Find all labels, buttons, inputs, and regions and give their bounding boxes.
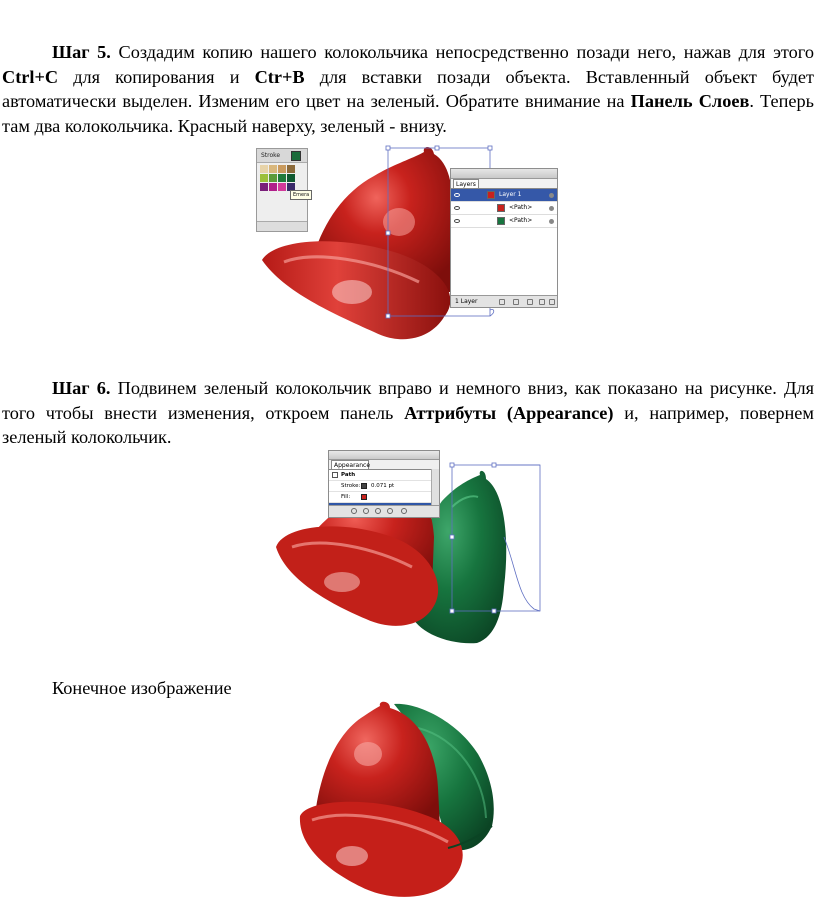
target-icon[interactable]: [549, 193, 554, 198]
stroke-value: 0.071 pt: [371, 483, 395, 489]
bell-illustration-final: [268, 698, 544, 904]
layers-list: [451, 188, 557, 295]
clear-appearance-icon[interactable]: [363, 508, 369, 514]
appearance-tab[interactable]: Appearance: [331, 460, 369, 469]
stroke-swatch-icon: [361, 483, 367, 489]
step5-key-paste: Ctr+B: [254, 66, 305, 87]
layer-thumbnail: [487, 191, 495, 199]
color-swatch[interactable]: [287, 174, 295, 182]
step5-text-2: для копирования и: [58, 66, 255, 87]
layers-panel[interactable]: [450, 168, 558, 308]
stroke-swatch[interactable]: [291, 151, 301, 161]
swatch-grid: [260, 165, 295, 191]
color-swatch[interactable]: [260, 183, 268, 191]
path-row-red[interactable]: [451, 202, 557, 215]
appearance-panel[interactable]: [328, 450, 440, 518]
layers-tab[interactable]: Layers: [453, 179, 479, 188]
swatches-footer: [257, 221, 307, 231]
clipping-mask-icon[interactable]: [513, 299, 519, 305]
path-thumbnail-red: [497, 204, 505, 212]
final-image-caption: Конечное изображение: [52, 678, 232, 698]
step5-text-3: для вставки позади объекта. Вставленный объект будет автоматически выделен. Изменим его цвет на зеленый. Обратите внимание на: [2, 66, 814, 111]
path-row-green[interactable]: [451, 215, 557, 228]
trash-icon[interactable]: [401, 508, 407, 514]
appearance-titlebar[interactable]: [329, 451, 439, 460]
swatch-tooltip: Emera: [290, 190, 312, 200]
layers-titlebar[interactable]: [451, 169, 557, 179]
fill-label: Fill:: [341, 494, 351, 500]
eye-icon[interactable]: [454, 219, 460, 223]
target-icon[interactable]: [549, 219, 554, 224]
layer-row[interactable]: [451, 189, 557, 202]
color-swatch[interactable]: [269, 183, 277, 191]
path-thumbnail-green: [497, 217, 505, 225]
appearance-path-row[interactable]: [329, 470, 431, 481]
swatches-stroke-tab[interactable]: Stroke: [261, 152, 281, 159]
color-swatch[interactable]: [278, 183, 286, 191]
step5-text-4: . Теперь там два колокольчика. Красный наверху, зеленый - внизу.: [2, 91, 815, 136]
eye-icon[interactable]: [454, 206, 460, 210]
color-swatch[interactable]: [260, 174, 268, 182]
step5-key-copy: Ctrl+C: [2, 66, 59, 87]
target-icon[interactable]: [549, 206, 554, 211]
duplicate-item-icon[interactable]: [387, 508, 393, 514]
step6-label: Шаг 6.: [52, 378, 111, 398]
reduce-basic-icon[interactable]: [375, 508, 381, 514]
locate-object-icon[interactable]: [499, 299, 505, 305]
color-swatch[interactable]: [260, 165, 268, 173]
color-swatch[interactable]: [287, 165, 295, 173]
figure-final: [268, 698, 544, 904]
path-label: Path: [341, 472, 356, 478]
new-layer-icon[interactable]: [539, 299, 545, 305]
color-swatch[interactable]: [278, 165, 286, 173]
appearance-scrollbar[interactable]: [431, 469, 439, 506]
step5-text-1: Создадим копию нашего колокольчика непосредственно позади него, нажав для этого: [110, 42, 814, 62]
appearance-stroke-row[interactable]: [329, 481, 431, 492]
step6-paragraph: [2, 376, 814, 450]
stroke-label: Stroke:: [341, 483, 361, 489]
step5-paragraph: [2, 40, 814, 138]
appearance-footer: [329, 505, 439, 517]
trash-icon[interactable]: [549, 299, 555, 305]
new-art-basic-icon[interactable]: [351, 508, 357, 514]
figure-step6: [272, 447, 544, 645]
path-name: <Path>: [509, 204, 533, 211]
eye-icon[interactable]: [454, 193, 460, 197]
layer-count: 1 Layer: [455, 298, 478, 305]
step5-layers-panel-term: Панель Слоев: [630, 91, 750, 111]
figure-step5: [254, 142, 564, 367]
layers-footer: [451, 295, 557, 307]
layer-name: Layer 1: [499, 191, 522, 198]
path-icon: [332, 472, 338, 478]
new-sublayer-icon[interactable]: [527, 299, 533, 305]
fill-swatch-icon: [361, 494, 367, 500]
appearance-fill-row[interactable]: [329, 492, 431, 503]
step6-appearance-term: Аттрибуты (Appearance): [404, 402, 614, 423]
color-swatch[interactable]: [269, 174, 277, 182]
step6-text-1: Подвинем зеленый колокольчик вправо и немного вниз, как показано на рисунке. Для того чтобы внести изменения, откроем панель: [2, 378, 814, 423]
step6-text-2: и, например, повернем зеленый колокольчик.: [2, 402, 814, 447]
color-swatch[interactable]: [269, 165, 277, 173]
step5-label: Шаг 5.: [52, 42, 111, 62]
path-name: <Path>: [509, 217, 533, 224]
color-swatch[interactable]: [278, 174, 286, 182]
appearance-list: [329, 469, 431, 506]
